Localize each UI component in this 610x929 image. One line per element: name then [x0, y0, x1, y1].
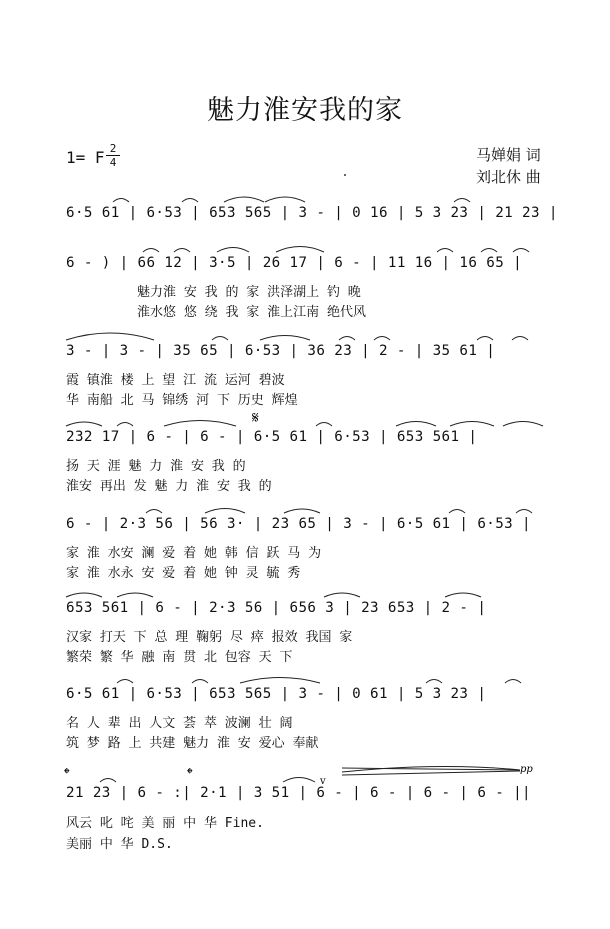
lyric-verse-1: 汉家 打天 下 总 理 鞠躬 尽 瘁 报效 我国 家 [66, 630, 353, 645]
notation-line: 3 - | 3 - | 35 65 | 6·53 | 36 23 | 2 - | 35 61 | [66, 343, 496, 359]
slur [117, 680, 133, 684]
lyric-verse-1: 家 淮 水安 澜 爱 着 她 韩 信 跃 马 为 [66, 546, 322, 561]
slur [481, 249, 497, 253]
slur [146, 510, 162, 514]
notation-line: 6·5 61 | 6·53 | 653 565 | 3 - | 0 16 | 5 3 23 | 21 23 | [66, 205, 558, 221]
lyric-verse-1: 魅力淮 安 我 的 家 洪泽湖上 钓 晚 [137, 285, 361, 300]
slur [512, 337, 528, 341]
coda-sign: 𝄌 [64, 764, 70, 783]
song-title: 魅力淮安我的家 [207, 95, 403, 126]
slur [164, 421, 236, 427]
slur [192, 680, 208, 684]
slur [217, 248, 249, 253]
lyric-verse-1: 名 人 辈 出 人文 荟 萃 波澜 壮 阔 [66, 716, 293, 731]
slur [276, 247, 324, 253]
lyric-verse-2: 淮水悠 悠 绕 我 家 淮上江南 绝代风 [137, 305, 366, 320]
lyric-verse-2: 华 南船 北 马 锦绣 河 下 历史 辉煌 [66, 393, 298, 408]
lyric-verse-2: 家 淮 水永 安 爱 着 她 钟 灵 毓 秀 [66, 566, 301, 581]
slur [224, 197, 264, 202]
notation-line: 21 23 | 6 - :| 2·1 | 3 51 | 6 - | 6 - | 6 - | 6 - || [66, 785, 531, 801]
slur [212, 337, 228, 341]
slur [284, 509, 320, 513]
composer-credit: 刘北休 曲 [476, 168, 541, 186]
notation-line: 653 561 | 6 - | 2·3 56 | 656 3 | 23 653 | 2 - | [66, 600, 487, 616]
slur [260, 336, 310, 341]
breath-mark: v [320, 776, 326, 787]
slur [100, 779, 116, 783]
lyric-verse-1: 扬 天 涯 魅 力 淮 安 我 的 [66, 459, 246, 474]
notation-line: 6 - ) | 66 12 | 3·5 | 26 17 | 6 - | 11 16 | 16 65 | [66, 255, 523, 271]
slur [426, 680, 442, 684]
dynamic-pp: pp [520, 764, 533, 775]
slur [324, 593, 360, 597]
slur [66, 333, 154, 340]
lyric-verse-2: 淮安 再出 发 魅 力 淮 安 我 的 [66, 479, 272, 494]
slur [174, 249, 190, 253]
slur [339, 337, 355, 341]
slur [505, 680, 521, 684]
lyric-verse-2: 筑 梦 路 上 共建 魅力 淮 安 爱心 奉献 [66, 736, 319, 751]
slur [143, 249, 159, 253]
decrescendo-bottom [342, 771, 520, 775]
slur [454, 199, 470, 203]
slur [240, 678, 320, 684]
slur [503, 422, 543, 427]
slur [66, 422, 102, 426]
lyric-verse-2: 美丽 中 华 D.S. [66, 837, 173, 852]
slur [66, 593, 102, 597]
slur [205, 509, 245, 514]
segno-sign: 𝄋 [252, 408, 259, 427]
slur [374, 337, 390, 341]
slur [513, 249, 529, 253]
slur [450, 422, 494, 427]
lyric-verse-1: 风云 叱 咤 美 丽 中 华 Fine. [66, 816, 264, 831]
slur [396, 422, 436, 427]
slur [283, 778, 315, 783]
slur [117, 423, 133, 427]
slur [516, 510, 532, 514]
slur [477, 337, 493, 341]
slur [182, 199, 198, 203]
slur [113, 199, 129, 203]
notation-line: 6 - | 2·3 56 | 56 3· | 23 65 | 3 - | 6·5 61 | 6·53 | [66, 516, 531, 532]
coda-sign: 𝄌 [187, 764, 193, 783]
time-signature-top: 2 [109, 142, 117, 155]
slur [449, 510, 465, 514]
notation-line: 232 17 | 6 - | 6 - | 6·5 61 | 6·53 | 653 561 | [66, 429, 478, 445]
notation-line: 6·5 61 | 6·53 | 653 565 | 3 - | 0 61 | 5 3 23 | [66, 686, 487, 702]
slur [117, 593, 153, 597]
lyric-verse-2: 繁荣 繁 华 融 南 贯 北 包容 天 下 [66, 650, 293, 665]
lyricist-credit: 马婵娟 词 [476, 146, 541, 164]
lyric-verse-1: 霞 镇淮 楼 上 望 江 流 运河 碧波 [66, 373, 285, 388]
time-signature-bottom: 4 [109, 156, 117, 169]
slur [316, 423, 332, 427]
key-signature: 1= F [66, 148, 105, 167]
slur [437, 249, 453, 253]
slur [265, 197, 305, 202]
slur [445, 593, 481, 597]
